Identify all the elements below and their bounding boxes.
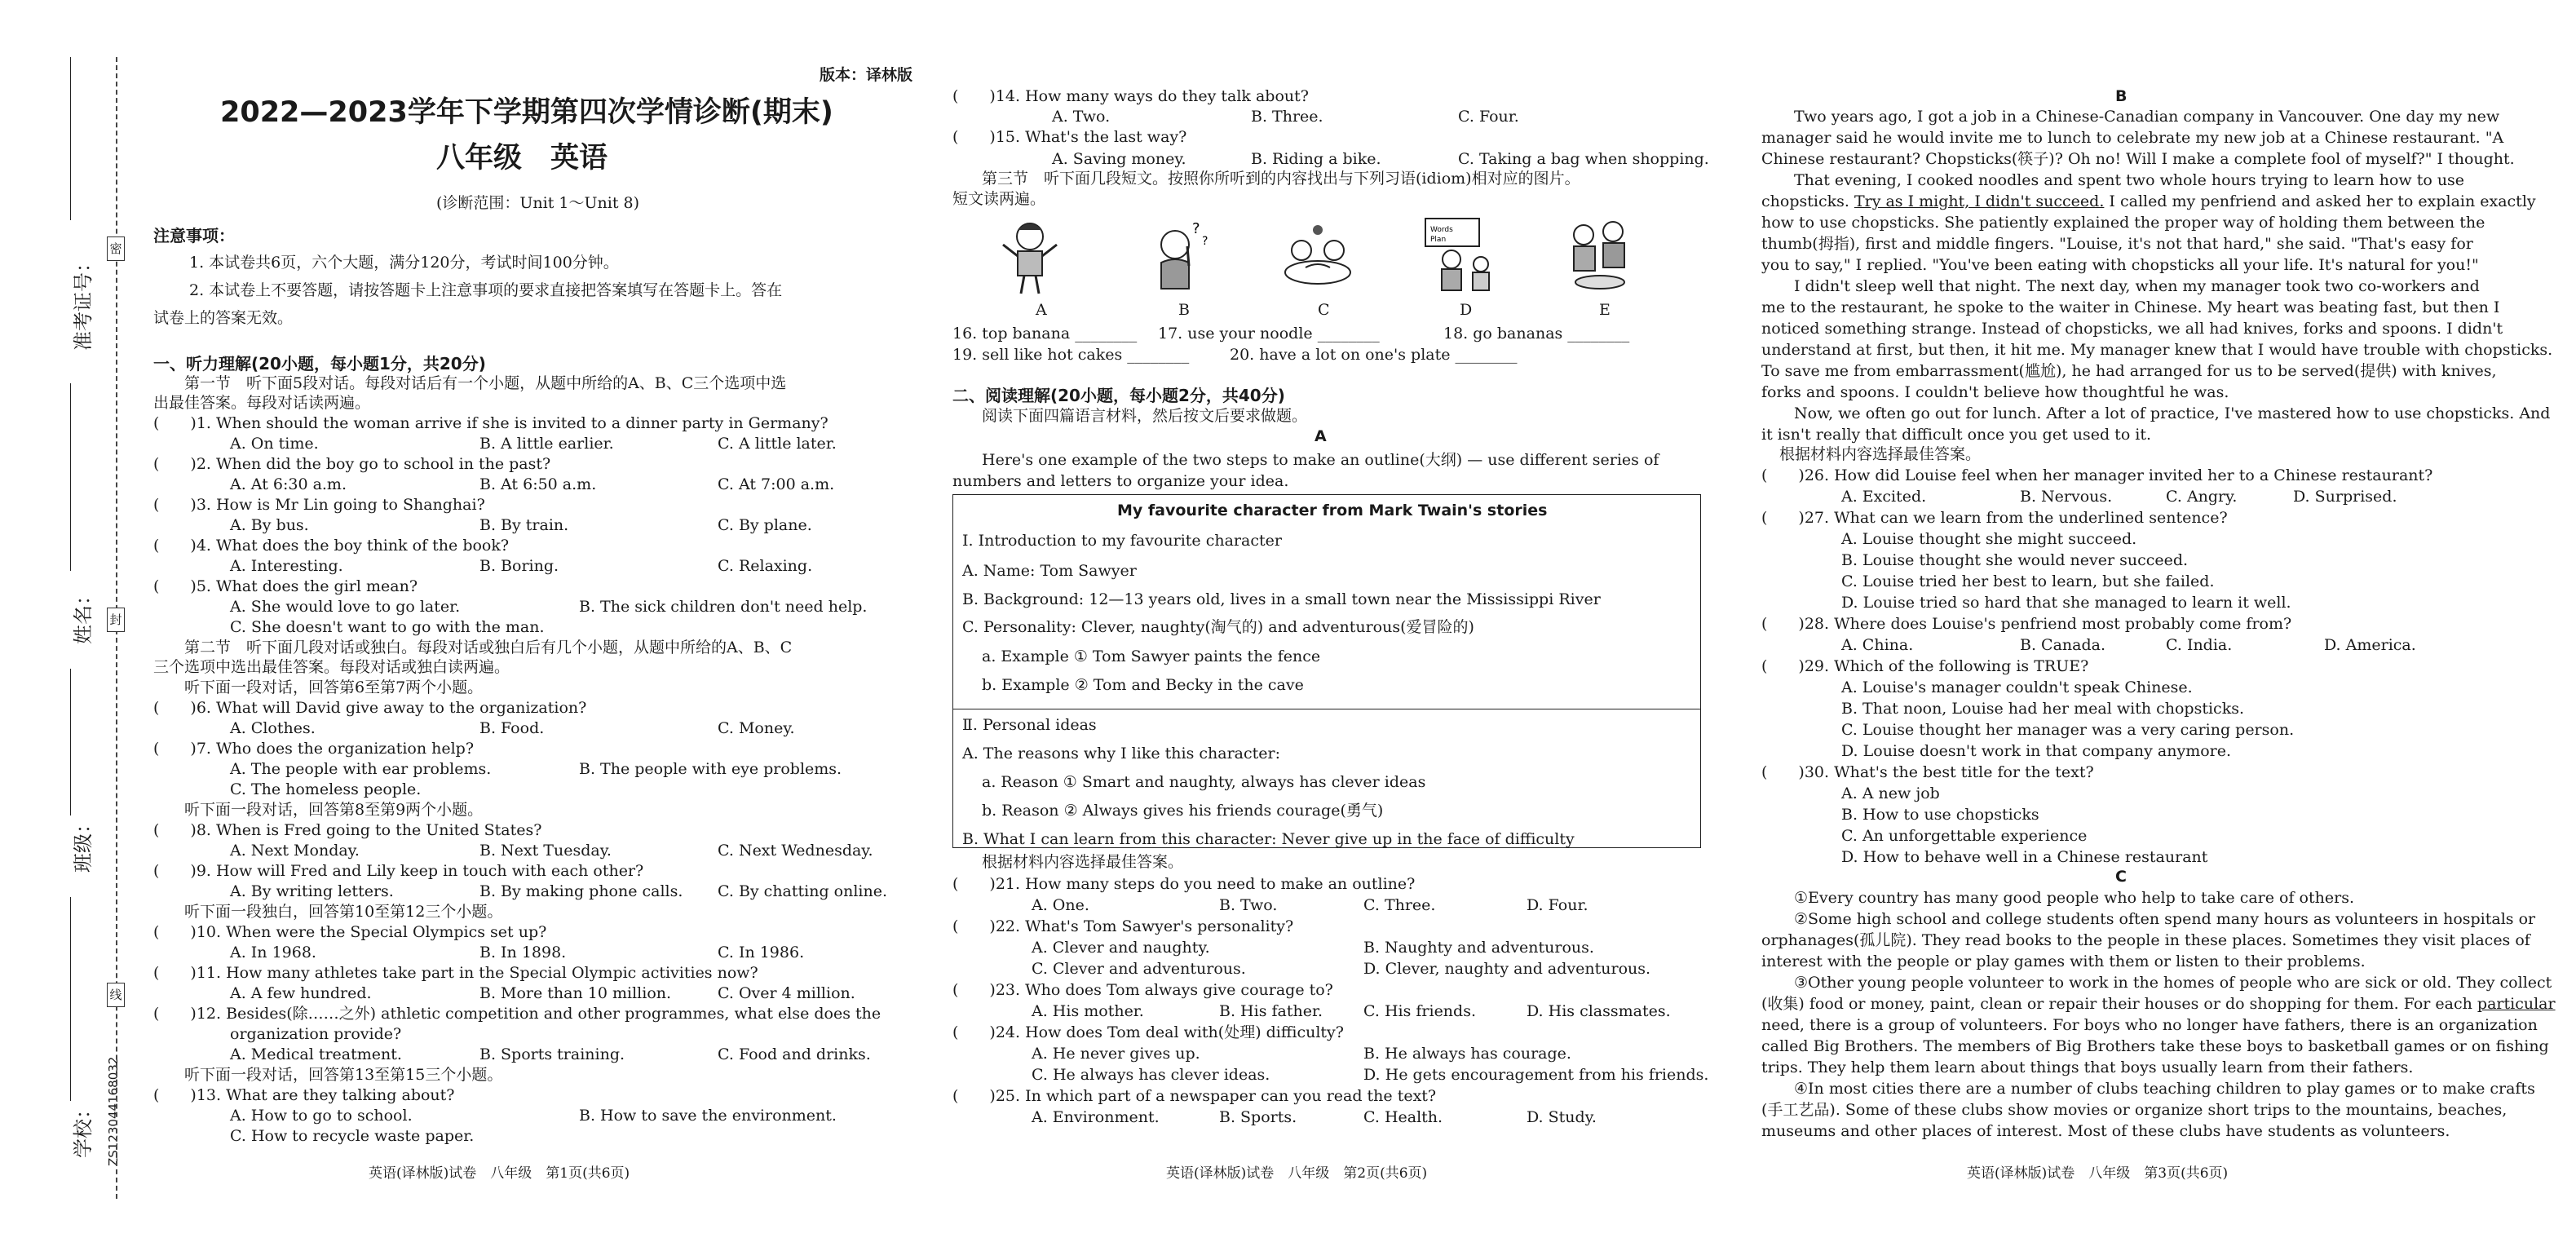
- svg-text:Plan: Plan: [1430, 236, 1447, 244]
- svg-text:?: ?: [1192, 220, 1200, 237]
- passage-text: thumb(拇指), first and middle fingers. "Louise, it's not that hard," she said. "That's easy for: [1761, 235, 2473, 253]
- option: C. A little later.: [718, 435, 837, 453]
- notice-item: 1. 本试卷共6页，六个大题，满分120分，考试时间100分钟。: [189, 254, 619, 272]
- option: B. Riding a bike.: [1251, 150, 1381, 168]
- question: ( )9. How will Fred and Lily keep in touch with each other?: [153, 862, 644, 880]
- notice-heading: 注意事项：: [153, 226, 235, 245]
- option: B. Louise thought she would never succeed.: [1841, 551, 2189, 569]
- underlined-sentence: Try as I might, I didn't succeed.: [1854, 192, 2105, 210]
- option: D. Clever, naughty and adventurous.: [1363, 960, 1651, 978]
- option: B. Two.: [1219, 896, 1278, 914]
- picture-label: A: [1036, 301, 1047, 319]
- option: C. Health.: [1363, 1108, 1443, 1126]
- option: B. In 1898.: [479, 944, 567, 961]
- passage-text: ①Every country has many good people who help to take care of others.: [1794, 889, 2354, 907]
- idiom-picture-d: [1419, 214, 1500, 295]
- question: ( )25. In which part of a newspaper can you read the text?: [952, 1087, 1437, 1105]
- option: C. Three.: [1363, 896, 1436, 914]
- option: C. Angry.: [2166, 488, 2238, 506]
- passage-text: understand at first, but then, it hit me. My manager knew that I would have trouble with chopsticks.: [1761, 341, 2553, 359]
- outline-item: Ⅰ. Introduction to my favourite character: [962, 532, 1282, 550]
- option: C. Next Wednesday.: [718, 842, 873, 860]
- question: ( )30. What's the best title for the text?: [1761, 763, 2094, 781]
- passage-text: you to say," I replied. "You've been eating with chopsticks all your life. It's natural for you!": [1761, 256, 2479, 274]
- option: B. How to save the environment.: [579, 1107, 837, 1125]
- option: A. Clever and naughty.: [1032, 939, 1210, 957]
- passage-label: A: [1315, 427, 1327, 445]
- option: C. Clever and adventurous.: [1032, 960, 1246, 978]
- idiom-picture-c: [1277, 214, 1359, 295]
- instruction: 阅读下面四篇语言材料，然后按文后要求做题。: [982, 407, 1308, 425]
- binding-margin: [0, 0, 122, 1242]
- option: B. A little earlier.: [479, 435, 614, 453]
- option: C. His friends.: [1363, 1002, 1477, 1020]
- option: D. He gets encouragement from his friends.: [1363, 1066, 1709, 1084]
- option: A. She would love to go later.: [230, 598, 461, 616]
- option: A. On time.: [230, 435, 319, 453]
- option: A. By writing letters.: [230, 882, 394, 900]
- option: C. In 1986.: [718, 944, 805, 961]
- picture-label: C: [1318, 301, 1330, 319]
- svg-text:Words: Words: [1430, 226, 1453, 234]
- option: A. A few hundred.: [230, 984, 372, 1002]
- option: A. In 1968.: [230, 944, 316, 961]
- option: A. Saving money.: [1052, 150, 1186, 168]
- passage-label: C: [2115, 868, 2127, 886]
- option: C. The homeless people.: [230, 780, 422, 798]
- question: ( )21. How many steps do you need to make an outline?: [952, 875, 1416, 893]
- outline-item: B. What I can learn from this character: Never give up in the face of difficulty: [962, 830, 1575, 848]
- school-label: 学校：: [72, 1099, 95, 1158]
- passage-text-part: chopsticks.: [1761, 192, 1854, 210]
- passage-text: Chinese restaurant? Chopsticks(筷子)? Oh no! Will I make a complete fool of myself?" I thought.: [1761, 150, 2515, 168]
- idiom-item: 17. use your noodle ________: [1158, 325, 1380, 343]
- option: A. At 6:30 a.m.: [230, 475, 347, 493]
- option: B. Nervous.: [2020, 488, 2113, 506]
- question: ( )12. Besides(除……之外) athletic competition and other programmes, what else does the: [153, 1005, 881, 1023]
- question: ( )3. How is Mr Lin going to Shanghai?: [153, 496, 485, 514]
- question: organization provide?: [230, 1025, 402, 1043]
- notice-item: 2. 本试卷上不要答题，请按答题卡上注意事项的要求直接把答案填写在答题卡上。答在: [189, 281, 783, 299]
- question: ( )8. When is Fred going to the United States?: [153, 821, 542, 839]
- exam-scope: (诊断范围：Unit 1～Unit 8): [436, 194, 640, 212]
- exam-subtitle: 八年级 英语: [436, 142, 608, 175]
- option: C. How to recycle waste paper.: [230, 1127, 475, 1145]
- question: ( )26. How did Louise feel when her manager invited her to a Chinese restaurant?: [1761, 466, 2433, 484]
- option: B. Boring.: [479, 557, 559, 575]
- passage-text: orphanages(孤儿院). They read books to the people in these places. Sometimes they visit places of: [1761, 931, 2530, 949]
- outline-item: C. Personality: Clever, naughty(淘气的) and adventurous(爱冒险的): [962, 618, 1474, 636]
- instruction: 第一节 听下面5段对话。每段对话后有一个小题，从题中所给的A、B、C三个选项中选: [184, 374, 787, 392]
- option: C. An unforgettable experience: [1841, 827, 2088, 845]
- option: A. The people with ear problems.: [230, 760, 492, 778]
- option: B. His father.: [1219, 1002, 1323, 1020]
- svg-text:?: ?: [1202, 235, 1208, 248]
- option: D. Study.: [1527, 1108, 1597, 1126]
- class-blank: [70, 669, 71, 815]
- seal-feng: 封: [107, 608, 125, 632]
- option: A. How to go to school.: [230, 1107, 413, 1125]
- class-label: 班级：: [72, 814, 95, 873]
- passage-text: need, there is a group of volunteers. For boys who no longer have fathers, there is an organization: [1761, 1016, 2538, 1034]
- option: A. Interesting.: [230, 557, 343, 575]
- passage-text: interest with the people or play games with them or listen to their problems.: [1761, 952, 2366, 970]
- option: C. He always has clever ideas.: [1032, 1066, 1270, 1084]
- option: A. Medical treatment.: [230, 1045, 402, 1063]
- section-reading: 二、阅读理解(20小题，每小题2分，共40分): [952, 386, 1285, 405]
- question: ( )28. Where does Louise's penfriend most probably come from?: [1761, 615, 2292, 633]
- option: B. By train.: [479, 516, 569, 534]
- option: C. By chatting online.: [718, 882, 888, 900]
- instruction: 听下面一段对话，回答第8至第9两个小题。: [184, 801, 484, 819]
- paper-code: ZS123044168032: [106, 1056, 121, 1166]
- section-listening: 一、听力理解(20小题，每小题1分，共20分): [153, 354, 486, 373]
- passage-text-part: (收集) food or money, paint, clean or repair their houses or do shopping for them. For each: [1761, 995, 2477, 1013]
- passage-text: I didn't sleep well that night. The next day, when my manager took two co-workers and: [1794, 277, 2480, 295]
- option: C. Louise tried her best to learn, but she failed.: [1841, 572, 2215, 590]
- option: B. How to use chopsticks: [1841, 806, 2039, 824]
- instruction: 第二节 听下面几段对话或独白。每段对话或独白后有几个小题，从题中所给的A、B、C: [184, 639, 793, 656]
- option: A. Louise's manager couldn't speak Chinese.: [1841, 678, 2193, 696]
- name-label: 姓名：: [72, 586, 95, 644]
- page-footer: 英语(译林版)试卷 八年级 第2页(共6页): [1166, 1165, 1428, 1182]
- instruction: 出最佳答案。每段对话读两遍。: [153, 394, 371, 412]
- question: ( )24. How does Tom deal with(处理) difficulty?: [952, 1023, 1344, 1041]
- passage-text: ③Other young people volunteer to work in the homes of people who are sick or old. They collect: [1794, 974, 2552, 992]
- option: C. India.: [2166, 636, 2233, 654]
- option: D. Louise tried so hard that she managed to learn it well.: [1841, 594, 2291, 612]
- passage-text: noticed something strange. Instead of chopsticks, we all had knives, forks and spoons. I didn't: [1761, 320, 2503, 338]
- passage-text: Here's one example of the two steps to make an outline(大纲) — use different series of: [982, 451, 1659, 469]
- question: ( )22. What's Tom Sawyer's personality?: [952, 917, 1294, 935]
- picture-label: B: [1178, 301, 1190, 319]
- question: ( )13. What are they talking about?: [153, 1086, 455, 1104]
- option: C. She doesn't want to go with the man.: [230, 618, 545, 636]
- option: D. Louise doesn't work in that company anymore.: [1841, 742, 2232, 760]
- option: A. A new job: [1841, 785, 1940, 802]
- passage-text: [1761, 192, 2536, 211]
- option: B. Three.: [1251, 108, 1323, 126]
- option: B. He always has courage.: [1363, 1045, 1571, 1063]
- option: B. Next Tuesday.: [479, 842, 612, 860]
- outline-item: b. Reason ② Always gives his friends courage(勇气): [982, 802, 1384, 820]
- underlined-word: particular: [2477, 995, 2556, 1013]
- option: A. One.: [1032, 896, 1089, 914]
- option: B. By making phone calls.: [479, 882, 683, 900]
- question: ( )10. When were the Special Olympics set up?: [153, 923, 547, 941]
- idiom-picture-e: [1559, 214, 1641, 295]
- option: A. Excited.: [1841, 488, 1927, 506]
- passage-text: Two years ago, I got a job in a Chinese-Canadian company in Vancouver. One day my new: [1794, 108, 2500, 126]
- question: ( )11. How many athletes take part in the Special Olympic activities now?: [153, 964, 758, 982]
- option: B. Naughty and adventurous.: [1363, 939, 1594, 957]
- outline-item: A. Name: Tom Sawyer: [962, 562, 1137, 580]
- option: A. Two.: [1052, 108, 1111, 126]
- question: ( )7. Who does the organization help?: [153, 740, 475, 758]
- option: B. Sports training.: [479, 1045, 625, 1063]
- option: D. His classmates.: [1527, 1002, 1671, 1020]
- instruction: 短文读两遍。: [952, 190, 1046, 208]
- question: ( )5. What does the girl mean?: [153, 577, 418, 595]
- passage-text: ②Some high school and college students often spend many hours as volunteers in hospitals or: [1794, 910, 2536, 928]
- passage-text: manager said he would invite me to lunch to celebrate my new job at a Chinese restaurant. "A: [1761, 129, 2504, 147]
- exam-number-label: 准考证号：: [72, 253, 95, 351]
- notice-item: 试卷上的答案无效。: [153, 309, 294, 327]
- option: C. By plane.: [718, 516, 812, 534]
- option: C. Money.: [718, 719, 795, 737]
- option: C. Four.: [1458, 108, 1519, 126]
- exam-title: 2022—2023学年下学期第四次学情诊断(期末): [220, 96, 833, 129]
- option: A. By bus.: [230, 516, 309, 534]
- outline-item: a. Example ① Tom Sawyer paints the fence: [982, 648, 1321, 665]
- question: ( )15. What's the last way?: [952, 128, 1187, 146]
- passage-text: how to use chopsticks. She patiently explained the proper way of holding them between the: [1761, 214, 2485, 232]
- option: A. Environment.: [1032, 1108, 1160, 1126]
- passage-text: called Big Brothers. The members of Big Brothers take these boys to basketball games or on fishing: [1761, 1037, 2549, 1055]
- passage-text: ④In most cities there are a number of clubs teaching children to play games or to make crafts: [1794, 1080, 2535, 1098]
- version-label: 版本：译林版: [820, 66, 913, 84]
- passage-text: (手工艺品). Some of these clubs show movies or organize short trips to the mountains, beaches,: [1761, 1101, 2508, 1119]
- question: ( )23. Who does Tom always give courage to?: [952, 981, 1333, 999]
- option: B. More than 10 million.: [479, 984, 672, 1002]
- option: B. Food.: [479, 719, 545, 737]
- question: ( )14. How many ways do they talk about?: [952, 87, 1309, 105]
- option: D. Four.: [1527, 896, 1588, 914]
- option: A. Louise thought she might succeed.: [1841, 530, 2137, 548]
- outline-item: a. Reason ① Smart and naughty, always has clever ideas: [982, 773, 1426, 791]
- seal-xian: 线: [107, 983, 125, 1007]
- instruction: 第三节 听下面几段短文。按照你所听到的内容找出与下列习语(idiom)相对应的图片。: [982, 170, 1580, 188]
- option: A. Next Monday.: [230, 842, 360, 860]
- instruction: 听下面一段独白，回答第10至第12三个小题。: [184, 903, 503, 921]
- idiom-item: 19. sell like hot cakes ________: [952, 346, 1190, 364]
- passage-text: me to the restaurant, he spoke to the waiter in Chinese. My heart was beating fast, but then I: [1761, 298, 2500, 316]
- page-footer: 英语(译林版)试卷 八年级 第1页(共6页): [369, 1165, 630, 1182]
- passage-text: museums and other places of interest. Most of these clubs have students as volunteers.: [1761, 1122, 2450, 1140]
- idiom-item: 20. have a lot on one's plate ________: [1230, 346, 1518, 364]
- option: D. How to behave well in a Chinese restaurant: [1841, 848, 2208, 866]
- question: ( )27. What can we learn from the underlined sentence?: [1761, 509, 2228, 527]
- exam-number-blank: [70, 57, 71, 220]
- passage-text-part: I called my penfriend and asked her to explain exactly: [2104, 192, 2536, 210]
- instruction: 根据材料内容选择最佳答案。: [1779, 445, 1982, 463]
- passage-label: B: [2115, 87, 2128, 105]
- passage-text: trips. They help them learn about things that boys usually learn from their fathers.: [1761, 1059, 2414, 1076]
- name-blank: [70, 383, 71, 571]
- option: A. China.: [1841, 636, 1914, 654]
- option: C. Over 4 million.: [718, 984, 855, 1002]
- instruction: 根据材料内容选择最佳答案。: [982, 853, 1184, 871]
- outline-item: b. Example ② Tom and Becky in the cave: [982, 676, 1304, 694]
- option: A. Clothes.: [230, 719, 316, 737]
- passage-text: it isn't really that difficult once you get used to it.: [1761, 426, 2152, 444]
- outline-item: B. Background: 12—13 years old, lives in a small town near the Mississippi River: [962, 590, 1601, 608]
- passage-text: forks and spoons. I couldn't believe how thoughtful he was.: [1761, 383, 2229, 401]
- option: C. Food and drinks.: [718, 1045, 871, 1063]
- option: A. He never gives up.: [1032, 1045, 1200, 1063]
- option: B. At 6:50 a.m.: [479, 475, 597, 493]
- idiom-item: 16. top banana ________: [952, 325, 1138, 343]
- idiom-picture-a: [993, 214, 1067, 295]
- outline-item: Ⅱ. Personal ideas: [962, 716, 1097, 734]
- picture-label: D: [1460, 301, 1473, 319]
- question: ( )2. When did the boy go to school in the past?: [153, 455, 551, 473]
- instruction: 听下面一段对话，回答第13至第15三个小题。: [184, 1066, 503, 1084]
- option: B. Sports.: [1219, 1108, 1297, 1126]
- option: B. The sick children don't need help.: [579, 598, 868, 616]
- passage-text: That evening, I cooked noodles and spent two whole hours trying to learn how to use: [1794, 171, 2465, 189]
- outline-item: A. The reasons why I like this character:: [962, 745, 1280, 762]
- passage-text: numbers and letters to organize your idea.: [952, 472, 1289, 490]
- option: B. Canada.: [2020, 636, 2106, 654]
- picture-label: E: [1599, 301, 1611, 319]
- option: B. That noon, Louise had her meal with chopsticks.: [1841, 700, 2244, 718]
- school-blank: [70, 897, 71, 1101]
- passage-text: Now, we often go out for lunch. After a lot of practice, I've mastered how to use chopsticks. And: [1794, 404, 2551, 422]
- seal-mi: 密: [107, 236, 125, 261]
- option: A. His mother.: [1032, 1002, 1144, 1020]
- idiom-picture-b: [1138, 214, 1220, 295]
- question: ( )6. What will David give away to the organization?: [153, 699, 587, 717]
- option: C. Relaxing.: [718, 557, 813, 575]
- question: ( )1. When should the woman arrive if she is invited to a dinner party in Germany?: [153, 414, 828, 432]
- question: ( )29. Which of the following is TRUE?: [1761, 657, 2089, 675]
- instruction: 听下面一段对话，回答第6至第7两个小题。: [184, 678, 484, 696]
- passage-text: [1761, 994, 2556, 1014]
- passage-text: To save me from embarrassment(尴尬), he had arranged for us to be served(提供) with knives,: [1761, 362, 2497, 380]
- idiom-item: 18. go bananas ________: [1443, 325, 1630, 343]
- option: C. Taking a bag when shopping.: [1458, 150, 1709, 168]
- option: B. The people with eye problems.: [579, 760, 842, 778]
- option: C. Louise thought her manager was a very caring person.: [1841, 721, 2295, 739]
- instruction: 三个选项中选出最佳答案。每段对话或独白读两遍。: [153, 658, 510, 676]
- page-footer: 英语(译林版)试卷 八年级 第3页(共6页): [1967, 1165, 2229, 1182]
- option: D. Surprised.: [2293, 488, 2397, 506]
- question: ( )4. What does the boy think of the book?: [153, 537, 510, 555]
- outline-title: My favourite character from Mark Twain's stories: [1117, 502, 1548, 519]
- option: D. America.: [2324, 636, 2416, 654]
- option: C. At 7:00 a.m.: [718, 475, 835, 493]
